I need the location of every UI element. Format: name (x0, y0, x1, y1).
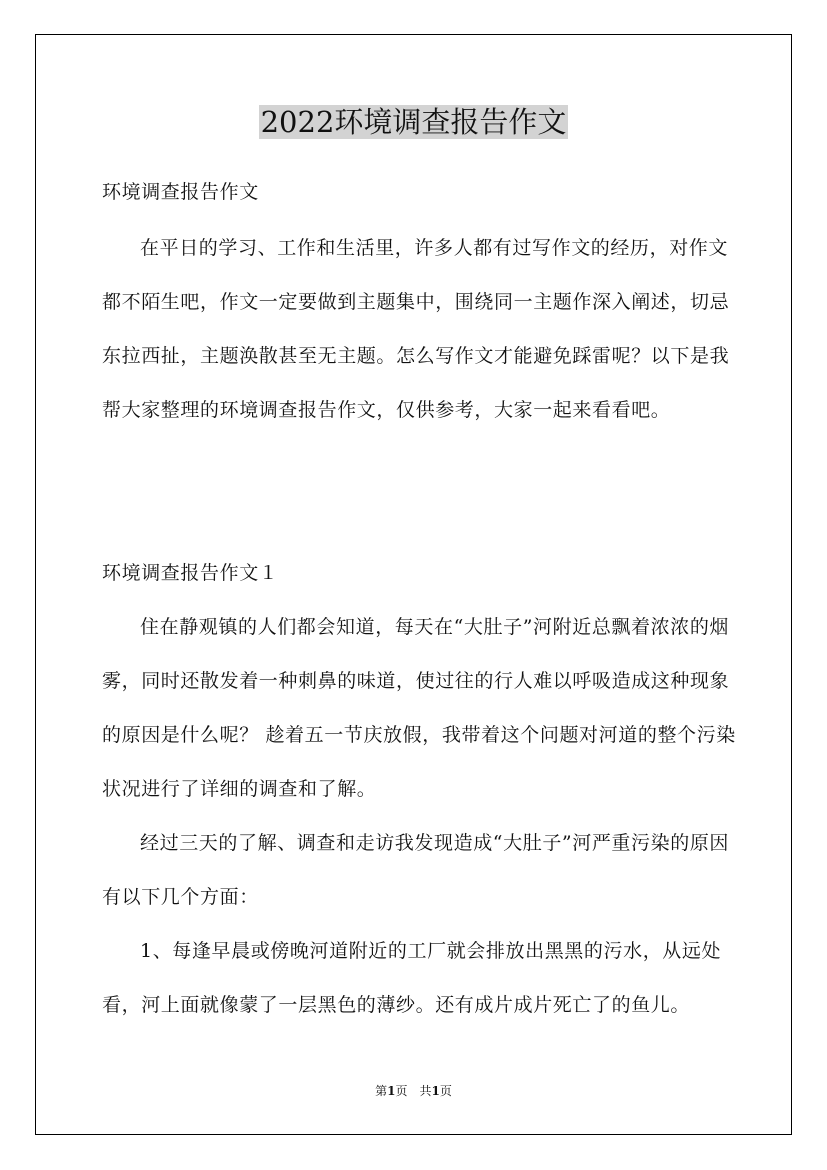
page-label-mid: 页 共 (395, 1084, 432, 1098)
section-heading: 环境调查报告作文１ (102, 562, 279, 584)
page-total: 1 (431, 1084, 440, 1098)
page-current: 1 (387, 1084, 396, 1098)
page-label-suffix: 页 (439, 1084, 452, 1098)
page-footer (0, 1082, 827, 1100)
paragraph-3: 1、每逢早晨或傍晚河道附近的工厂就会排放出黑黑的污水，从远处看，河上面就像蒙了一层黑色的薄纱。还有成片成片死亡了的鱼儿。 (102, 940, 722, 1016)
document-subtitle: 环境调查报告作文 (102, 181, 259, 203)
page-label-prefix: 第 (375, 1084, 388, 1098)
paragraph-2: 经过三天的了解、调查和走访我发现造成“大肚子”河严重污染的原因有以下几个方面： (102, 832, 730, 908)
paragraph-1: 住在静观镇的人们都会知道，每天在“大肚子”河附近总飘着浓浓的烟雾，同时还散发着一种刺鼻的味道，使过往的行人难以呼吸造成这种现象的原因是什么呢？ 趁着五一节庆放假，我带着这个问题对河道的整个污染状况进行了详细的调查和了解。 (102, 616, 736, 800)
document-title-text: 2022环境调查报告作文 (260, 105, 567, 139)
document-title (0, 102, 827, 142)
intro-paragraph: 在平日的学习、工作和生活里，许多人都有过写作文的经历，对作文都不陌生吧，作文一定要做到主题集中，围绕同一主题作深入阐述，切忌东拉西扯，主题涣散甚至无主题。怎么写作文才能避免踩雷呢？以下是我帮大家整理的环境调查报告作文，仅供参考，大家一起来看看吧。 (102, 237, 730, 421)
